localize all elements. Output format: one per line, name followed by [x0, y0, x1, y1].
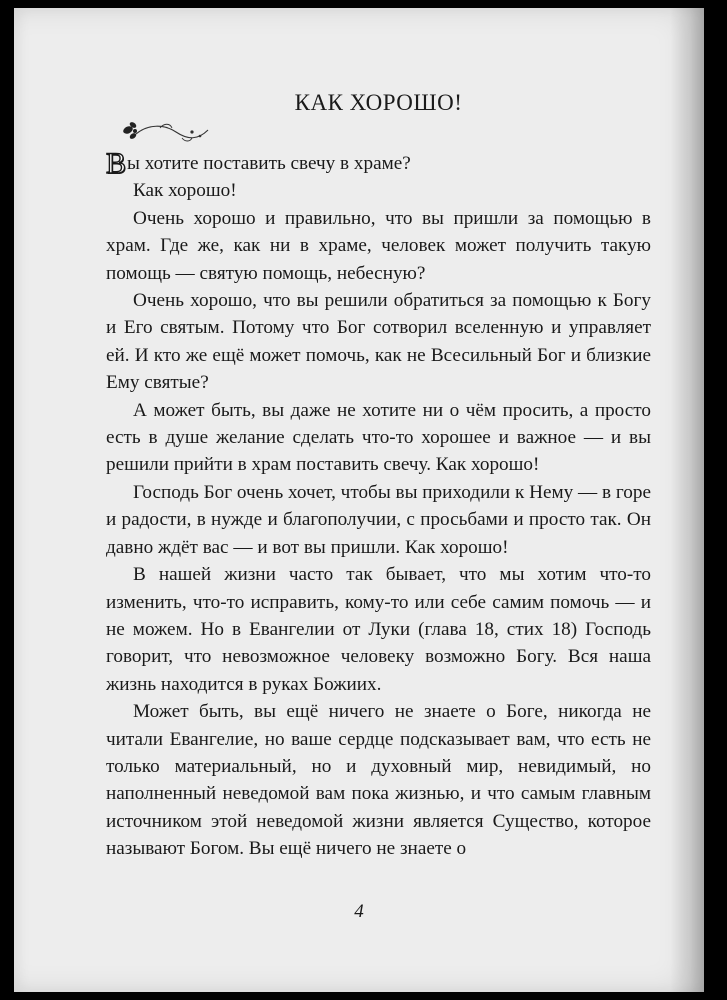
book-page [14, 8, 704, 992]
drop-cap: В [106, 147, 127, 180]
page-number: 4 [354, 901, 364, 922]
paragraph-2: Как хорошо! [133, 180, 237, 202]
paragraph-1-text: ы хотите поставить свечу в храме? [127, 153, 411, 174]
page-spine-shadow [670, 8, 704, 992]
paragraph-8: Может быть, вы ещё ничего не знаете о Боге, никогда не читали Евангелие, но ваше сердце подсказывает вам, что есть не только материальный, но и духовный мир, невидимый, но наполненный неведомой вам пока жизнью, и что самым главным источником этой неведомой жизни является Существо, которое называют Богом. Вы ещё ничего не знаете о [106, 701, 651, 860]
paragraph-6: Господь Бог очень хочет, чтобы вы приходили к Нему — в горе и радости, в нужде и благополучии, с просьбами и просто так. Он давно ждёт вас — и вот вы пришли. Как хорошо! [106, 481, 651, 558]
chapter-title: КАК ХОРОШО! [294, 90, 463, 115]
paragraph-1 [106, 147, 651, 180]
page-content [106, 88, 651, 863]
floral-ornament-icon [120, 118, 210, 146]
paragraph-7: В нашей жизни часто так бывает, что мы хотим что-то изменить, что-то исправить, кому-то или себе самим помочь — и не можем. Но в Евангелии от Луки (глава 18, стих 18) Господь говорит, что невозможное человеку возможно Богу. Вся наша жизнь находится в руках Божиих. [106, 564, 651, 695]
paragraph-4: Очень хорошо, что вы решили обратиться за помощью к Богу и Его святым. Потому что Бог сотворил вселенную и управляет ей. И кто же ещё может помочь, как не Всесильный Бог и близкие Ему святые? [106, 290, 651, 394]
paragraph-5: А может быть, вы даже не хотите ни о чём просить, а просто есть в душе желание сделать что-то хорошее и важное — и вы решили прийти в храм поставить свечу. Как хорошо! [106, 399, 651, 476]
body-text [106, 147, 651, 863]
paragraph-3: Очень хорошо и правильно, что вы пришли за помощью в храм. Где же, как ни в храме, человек может получить такую помощь — святую помощь, небесную? [106, 207, 651, 284]
